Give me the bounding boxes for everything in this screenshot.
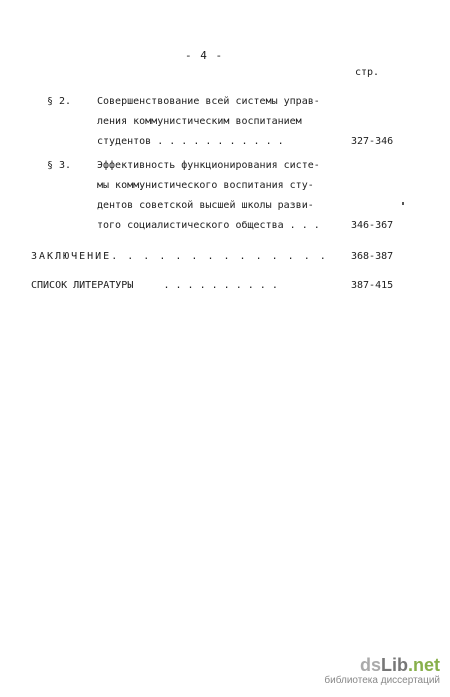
entry-page-range: 327-346 xyxy=(351,136,394,147)
entry-page-range: 387-415 xyxy=(351,280,394,291)
entry-title-line: дентов советской высшей школы разви- xyxy=(97,200,314,211)
entry-title-line: того социалистического общества . . . xyxy=(97,220,320,231)
watermark-subtitle: библиотека диссертаций xyxy=(324,675,440,686)
watermark xyxy=(324,655,440,687)
section-marker: § 3. xyxy=(47,160,72,171)
page-number: - 4 - xyxy=(185,49,224,62)
entry-title: СПИСОК ЛИТЕРАТУРЫ . . . . . . . . . . xyxy=(31,280,278,291)
stray-mark xyxy=(402,202,404,205)
entry-title: ЗАКЛЮЧЕНИЕ. . . . . . . . . . . . . . xyxy=(31,251,328,262)
entry-page-range: 346-367 xyxy=(351,220,394,231)
entry-title-line: Эффективность функционирования систе- xyxy=(97,160,320,171)
entry-title-line: мы коммунистического воспитания сту- xyxy=(97,180,314,191)
entry-page-range: 368-387 xyxy=(351,251,394,262)
section-marker: § 2. xyxy=(47,96,72,107)
entry-title-line: ления коммунистическим воспитанием xyxy=(97,116,302,127)
pages-column-label: стр. xyxy=(355,67,380,78)
entry-title-line: студентов . . . . . . . . . . . xyxy=(97,136,284,147)
entry-title-line: Совершенствование всей системы управ- xyxy=(97,96,320,107)
watermark-logo: dsLib.net xyxy=(359,655,440,675)
